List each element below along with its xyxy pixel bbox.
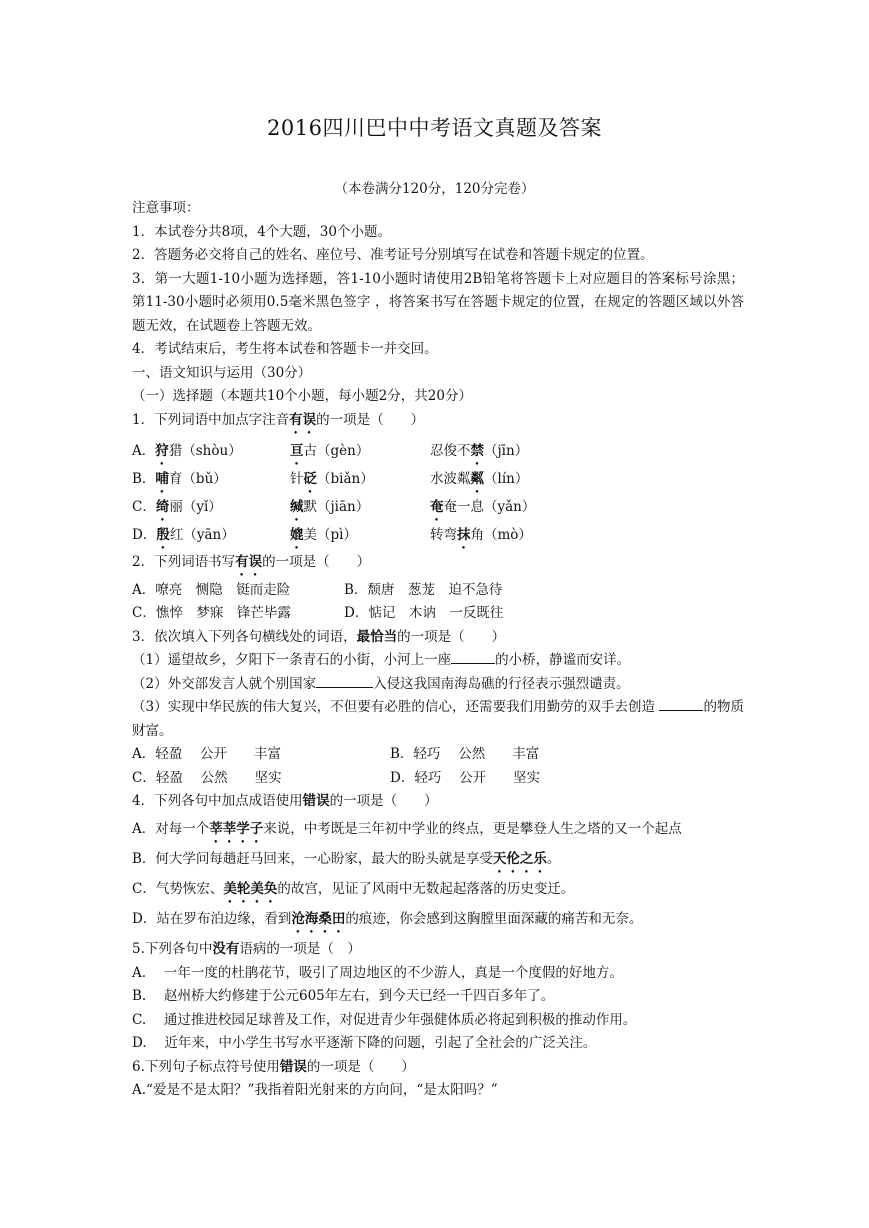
document-subtitle: （本卷满分120分，120分完卷）: [334, 181, 535, 197]
option-word: 转弯抹角（mò）: [430, 526, 532, 543]
option-row: [132, 493, 744, 521]
section-heading: 一、语文知识与运用（30分）: [132, 364, 312, 381]
option-row: [132, 521, 744, 549]
option-b: B. 赵州桥大约修建于公元605年左右，到今天已经一千四百多年了。: [132, 988, 555, 1004]
option-row: [132, 437, 744, 465]
option-b: B．轻巧 公然 丰富: [390, 746, 540, 762]
option-row: [132, 465, 744, 493]
option-row: [132, 602, 744, 626]
fill-blank: [659, 696, 703, 711]
document-title: 2016四川巴中中考语文真题及答案: [267, 116, 602, 140]
sentence-1: （1）遥望故乡，夕阳下一条青石的小街，小河上一座 的小桥，静谧而安详。: [132, 649, 744, 673]
option-c: C．气势恢宏、美轮美奂的故宫，见证了风雨中无数起起落落的历史变迁。: [132, 880, 575, 897]
option-word: 媲美（pì）: [290, 526, 357, 543]
option-d: D．殷红（yān）: [132, 526, 235, 543]
option-a: A．对每一个莘莘学子来说，中考既是三年初中学业的终点，更是攀登人生之塔的又一个起点: [132, 820, 682, 837]
option-row: [132, 743, 744, 767]
notice-item: 2．答题务必交将自己的姓名、座位号、准考证号分别填写在试卷和答题卡规定的位置。: [132, 247, 654, 263]
option-d: D．轻巧 公开 坚实: [390, 769, 541, 786]
option-a: A．轻盈 公开 丰富: [132, 746, 282, 762]
option-b: B．何大学问每趟赶马回来，一心盼家，最大的盼头就是享受天伦之乐。: [132, 850, 561, 867]
option-b: B．哺育（bǔ）: [132, 470, 227, 487]
option-b: B．颓唐 葱茏 迫不急待: [344, 581, 503, 598]
part-heading: （一）选择题（本题共10个小题，每小题2分，共20分）: [132, 388, 472, 404]
fill-blank: [316, 673, 373, 688]
option-a: A.“爱是不是太阳？”我指着阳光射来的方向问，“是太阳吗？”: [132, 1082, 498, 1098]
option-word: 奄奄一息（yǎn）: [430, 498, 536, 515]
option-d: D．站在罗布泊边缘，看到沧海桑田的痕迹，你会感到这胸膛里面深藏的痛苦和无奈。: [132, 910, 643, 927]
option-a: A. 一年一度的杜鹃花节，吸引了周边地区的不少游人，真是一个度假的好地方。: [132, 964, 623, 981]
option-d: D．惦记 木讷 一反既往: [344, 605, 504, 621]
question-5: 5.下列各句中没有语病的一项是（ ）: [132, 940, 361, 957]
option-c: C．憔悴 梦寐 锋芒毕露: [132, 605, 291, 621]
option-d: D. 近年来，中小学生书写水平逐渐下降的问题，引起了全社会的广泛关注。: [132, 1035, 597, 1051]
option-a: A．狩猎（shòu）: [132, 442, 242, 459]
question-6: 6.下列句子标点符号使用错误的一项是（ ）: [132, 1058, 415, 1075]
notice-item: 3．第一大题1-10小题为选择题，答1-10小题时请使用2B铅笔将答题卡上对应题目的答案标号涂黑；第11-30小题时必须用0.5毫米黑色签字 ，将答案书写在答题卡规定的位置，在规定的答题区域以外答题无效，在试题卷上答题无效。: [132, 270, 744, 334]
notice-title: 注意事项：: [132, 200, 200, 216]
question-1: 1．下列词语中加点字注音有误的一项是（ ）: [132, 411, 425, 428]
option-word: 针砭（biǎn）: [290, 470, 374, 487]
notice-item: 4．考试结束后，考生将本试卷和答题卡一并交回。: [132, 341, 438, 357]
option-row: [132, 579, 744, 603]
question-2: 2．下列词语书写有误的一项是（ ）: [132, 553, 371, 570]
option-word: 亘古（gèn）: [290, 442, 370, 459]
option-c: C．轻盈 公然 坚实: [132, 769, 282, 786]
option-word: 忍俊不禁（jīn）: [430, 442, 529, 459]
fill-blank: [451, 649, 495, 664]
question-4: 4．下列各句中加点成语使用错误的一项是（ ）: [132, 793, 438, 809]
notice-item: 1．本试卷分共8项，4个大题，30个小题。: [132, 223, 391, 240]
option-c: C. 通过推进校园足球普及工作，对促进青少年强健体质必将起到积极的推动作用。: [132, 1011, 637, 1028]
option-row: [132, 767, 744, 791]
option-word: 水波粼粼（lín）: [430, 470, 529, 487]
option-word: 缄默（jiān）: [290, 498, 370, 515]
document-body: [132, 197, 744, 1103]
option-c: C．绮丽（yǐ）: [132, 498, 222, 515]
option-a: A．嘹亮 恻隐 铤而走险: [132, 581, 291, 598]
sentence-2: （2）外交部发言人就个别国家 入侵这我国南海岛礁的行径表示强烈谴责。: [132, 673, 744, 697]
question-3: 3．依次填入下列各句横线处的词语，最恰当的一项是（ ）: [132, 628, 506, 645]
sentence-3: （3）实现中华民族的伟大复兴，不但要有必胜的信心，还需要我们用勤劳的双手去创造 的物质财富。: [132, 696, 744, 743]
